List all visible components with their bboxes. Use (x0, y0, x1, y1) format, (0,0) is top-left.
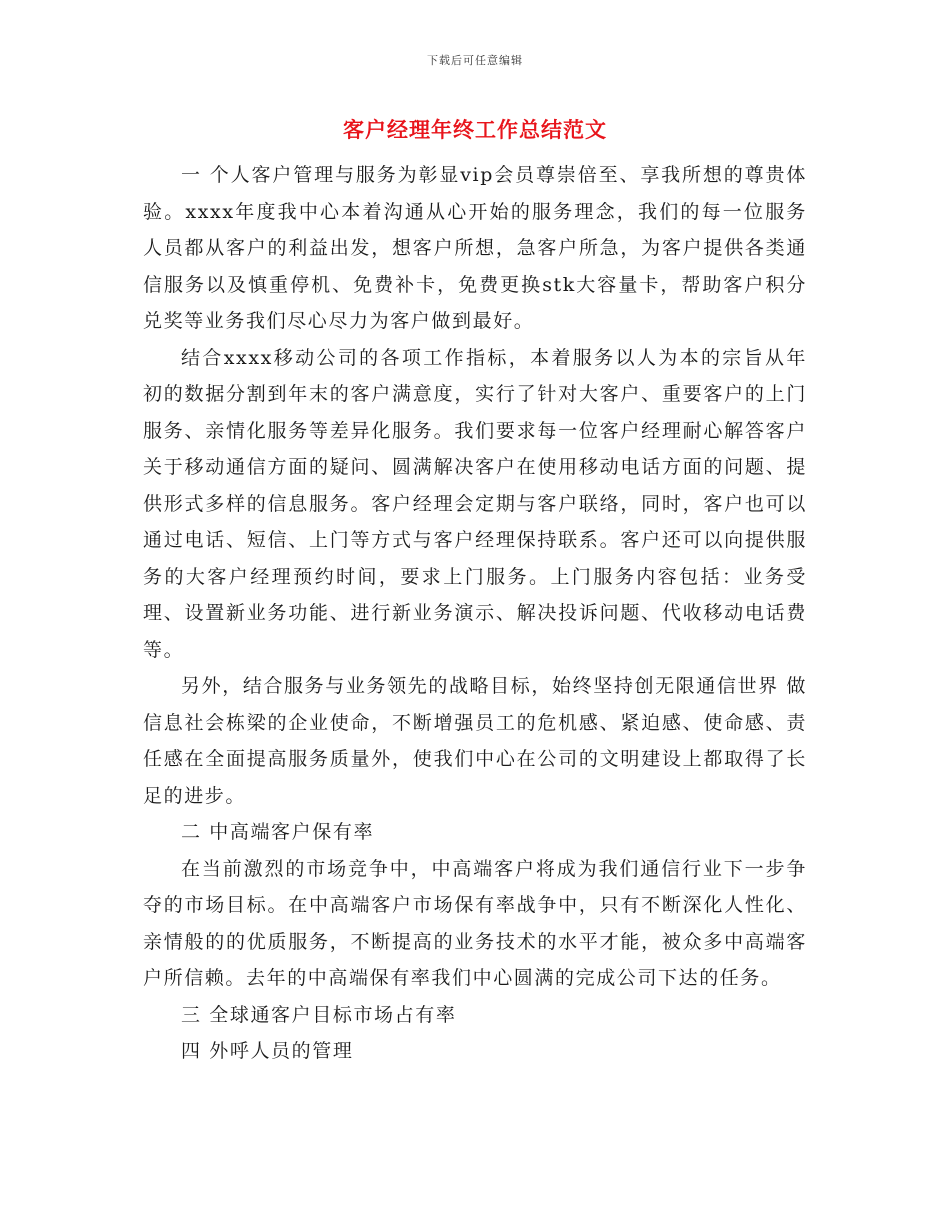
paragraph-high-end-retention: 在当前激烈的市场竞争中，中高端客户将成为我们通信行业下一步争夺的市场目标。在中高端客户市场保有率战争中，只有不断深化人性化、亲情般的的优质服务，不断提高的业务技术的水平才能，被众多中高端客户所信赖。去年的中高端保有率我们中心圆满的完成公司下达的任务。 (143, 857, 807, 989)
section-heading-global-market-share: 三 全球通客户目标市场占有率 (181, 1003, 457, 1026)
document-body (143, 157, 807, 1070)
page-header: 下载后可任意编辑 (427, 54, 523, 67)
section-heading-outbound-staff: 四 外呼人员的管理 (181, 1040, 354, 1062)
document-title: 客户经理年终工作总结范文 (343, 117, 607, 142)
section-heading-high-end-retention: 二 中高端客户保有率 (181, 821, 375, 843)
paragraph-service-targets: 结合xxxx移动公司的各项工作指标，本着服务以人为本的宗旨从年初的数据分割到年末的客户满意度，实行了针对大客户、重要客户的上门服务、亲情化服务等差异化服务。我们要求每一位客户经理耐心解答客户关于移动通信方面的疑问、圆满解决客户在使用移动电话方面的问题、提供形式多样的信息服务。客户经理会定期与客户联络，同时，客户也可以通过电话、短信、上门等方式与客户经理保持联系。客户还可以向提供服务的大客户经理预约时间，要求上门服务。上门服务内容包括：业务受理、设置新业务功能、进行新业务演示、解决投诉问题、代收移动电话费等。 (143, 346, 807, 661)
paragraph-personal-customer-service: 一 个人客户管理与服务为彰显vip会员尊崇倍至、享我所想的尊贵体验。xxxx年度我中心本着沟通从心开始的服务理念，我们的每一位服务人员都从客户的利益出发，想客户所想，急客户所急，为客户提供各类通信服务以及慎重停机、免费补卡，免费更换stk大容量卡，帮助客户积分兑奖等业务我们尽心尽力为客户做到最好。 (143, 164, 807, 332)
paragraph-strategic-goals: 另外，结合服务与业务领先的战略目标，始终坚持创无限通信世界 做信息社会栋梁的企业使命，不断增强员工的危机感、紧迫感、使命感、责任感在全面提高服务质量外，使我们中心在公司的文明建设上都取得了长足的进步。 (143, 675, 807, 807)
